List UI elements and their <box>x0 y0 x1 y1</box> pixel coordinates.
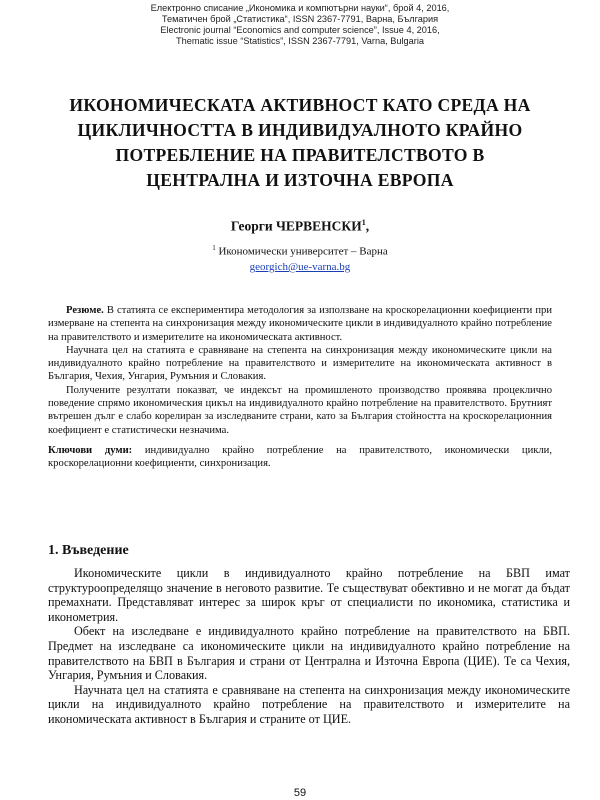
abstract-paragraph-2: Научната цел на статията е сравняване на степента на синхронизация между икономическите цикли на индивидуалното крайно потребление на правителството и измерителите на икономическата активност в България, Чехия, Унгария, Румъния и Словакия. <box>48 344 552 383</box>
page-number: 59 <box>293 787 307 799</box>
abstract-paragraph-3: Получените резултати показват, че индексът на промишленото производство проявява процеклично поведение спрямо икономическия цикъл на индивидуалното крайно потребление на правителството. Брутният вътрешен дълг е слабо корелиран за изследваните страни, като за България стойността на кроскорелационния коефициент е статистически незначима. <box>48 384 552 436</box>
author-suffix: , <box>365 218 370 234</box>
author-name: Георги ЧЕРВЕНСКИ <box>230 218 362 234</box>
header-line-1: Електронно списание „Икономика и компютърни науки“, брой 4, 2016, <box>150 3 450 13</box>
intro-paragraph-1: Икономическите цикли в индивидуалното крайно потребление на БВП имат структуроопределящо значение в неговото развитие. Те съществуват обективно и не могат да бъдат премахнати. Представляват интерес за широк кръг от специалисти по икономика, статистика и иконометрия. <box>48 566 570 624</box>
author-line <box>0 218 600 235</box>
header-line-3: Electronic journal “Economics and computer science”, Issue 4, 2016, <box>160 25 440 35</box>
affiliation-text: Икономически университет – Варна <box>218 245 388 258</box>
affiliation <box>0 244 600 258</box>
intro-paragraph-2: Обект на изследване е индивидуалното крайно потребление на правителството на БВП. Предмет на изследване са икономическите цикли на индивидуалното крайно потребление на правителството на БВП в България и страни от Централна и Източна Европа (ЦИЕ). Те са Чехия, Унгария, Румъния и Словакия. <box>48 624 570 683</box>
affiliation-sup: 1 <box>212 244 216 252</box>
title-line-4: ЦЕНТРАЛНА И ИЗТОЧНА ЕВРОПА <box>146 170 454 190</box>
header-line-4: Thematic issue “Statistics”, ISSN 2367-7791, Varna, Bulgaria <box>175 36 424 46</box>
abstract <box>48 304 552 471</box>
keywords-label: Ключови думи: <box>48 444 133 456</box>
section-heading-introduction: 1. Въведение <box>48 543 129 558</box>
abstract-text-1: В статията се експериментира методология за използване на кроскорелационни коефициенти при измерване на степента на синхронизация между икономическите цикли в индивидуалното крайно потребление на правителството и измерителите на икономическата активност. <box>48 305 553 343</box>
author-email-link[interactable]: georgich@ue-varna.bg <box>249 261 351 273</box>
keywords <box>48 444 552 471</box>
title-line-1: ИКОНОМИЧЕСКАТА АКТИВНОСТ КАТО СРЕДА НА <box>69 95 531 115</box>
header-line-2: Тематичен брой „Статистика“, ISSN 2367-7791, Варна, България <box>161 14 439 24</box>
introduction-body <box>48 566 570 727</box>
journal-header <box>0 3 600 47</box>
abstract-label: Резюме. <box>66 305 104 316</box>
keywords-text: индивидуално крайно потребление на правителството, икономически цикли, кроскорелационни коефициенти, синхронизация. <box>48 444 552 470</box>
abstract-paragraph-1 <box>48 304 552 344</box>
title-line-3: ПОТРЕБЛЕНИЕ НА ПРАВИТЕЛСТВОТО В <box>115 145 485 165</box>
paper-title <box>20 93 580 193</box>
intro-paragraph-3: Научната цел на статията е сравняване на степента на синхронизация между икономическите цикли на индивидуалното крайно потребление на правителството и измерителите на икономическата активност в България и страните от ЦИЕ. <box>48 682 570 726</box>
author-sup: 1 <box>361 218 366 227</box>
title-line-2: ЦИКЛИЧНОСТТА В ИНДИВИДУАЛНОТО КРАЙНО <box>77 120 523 140</box>
